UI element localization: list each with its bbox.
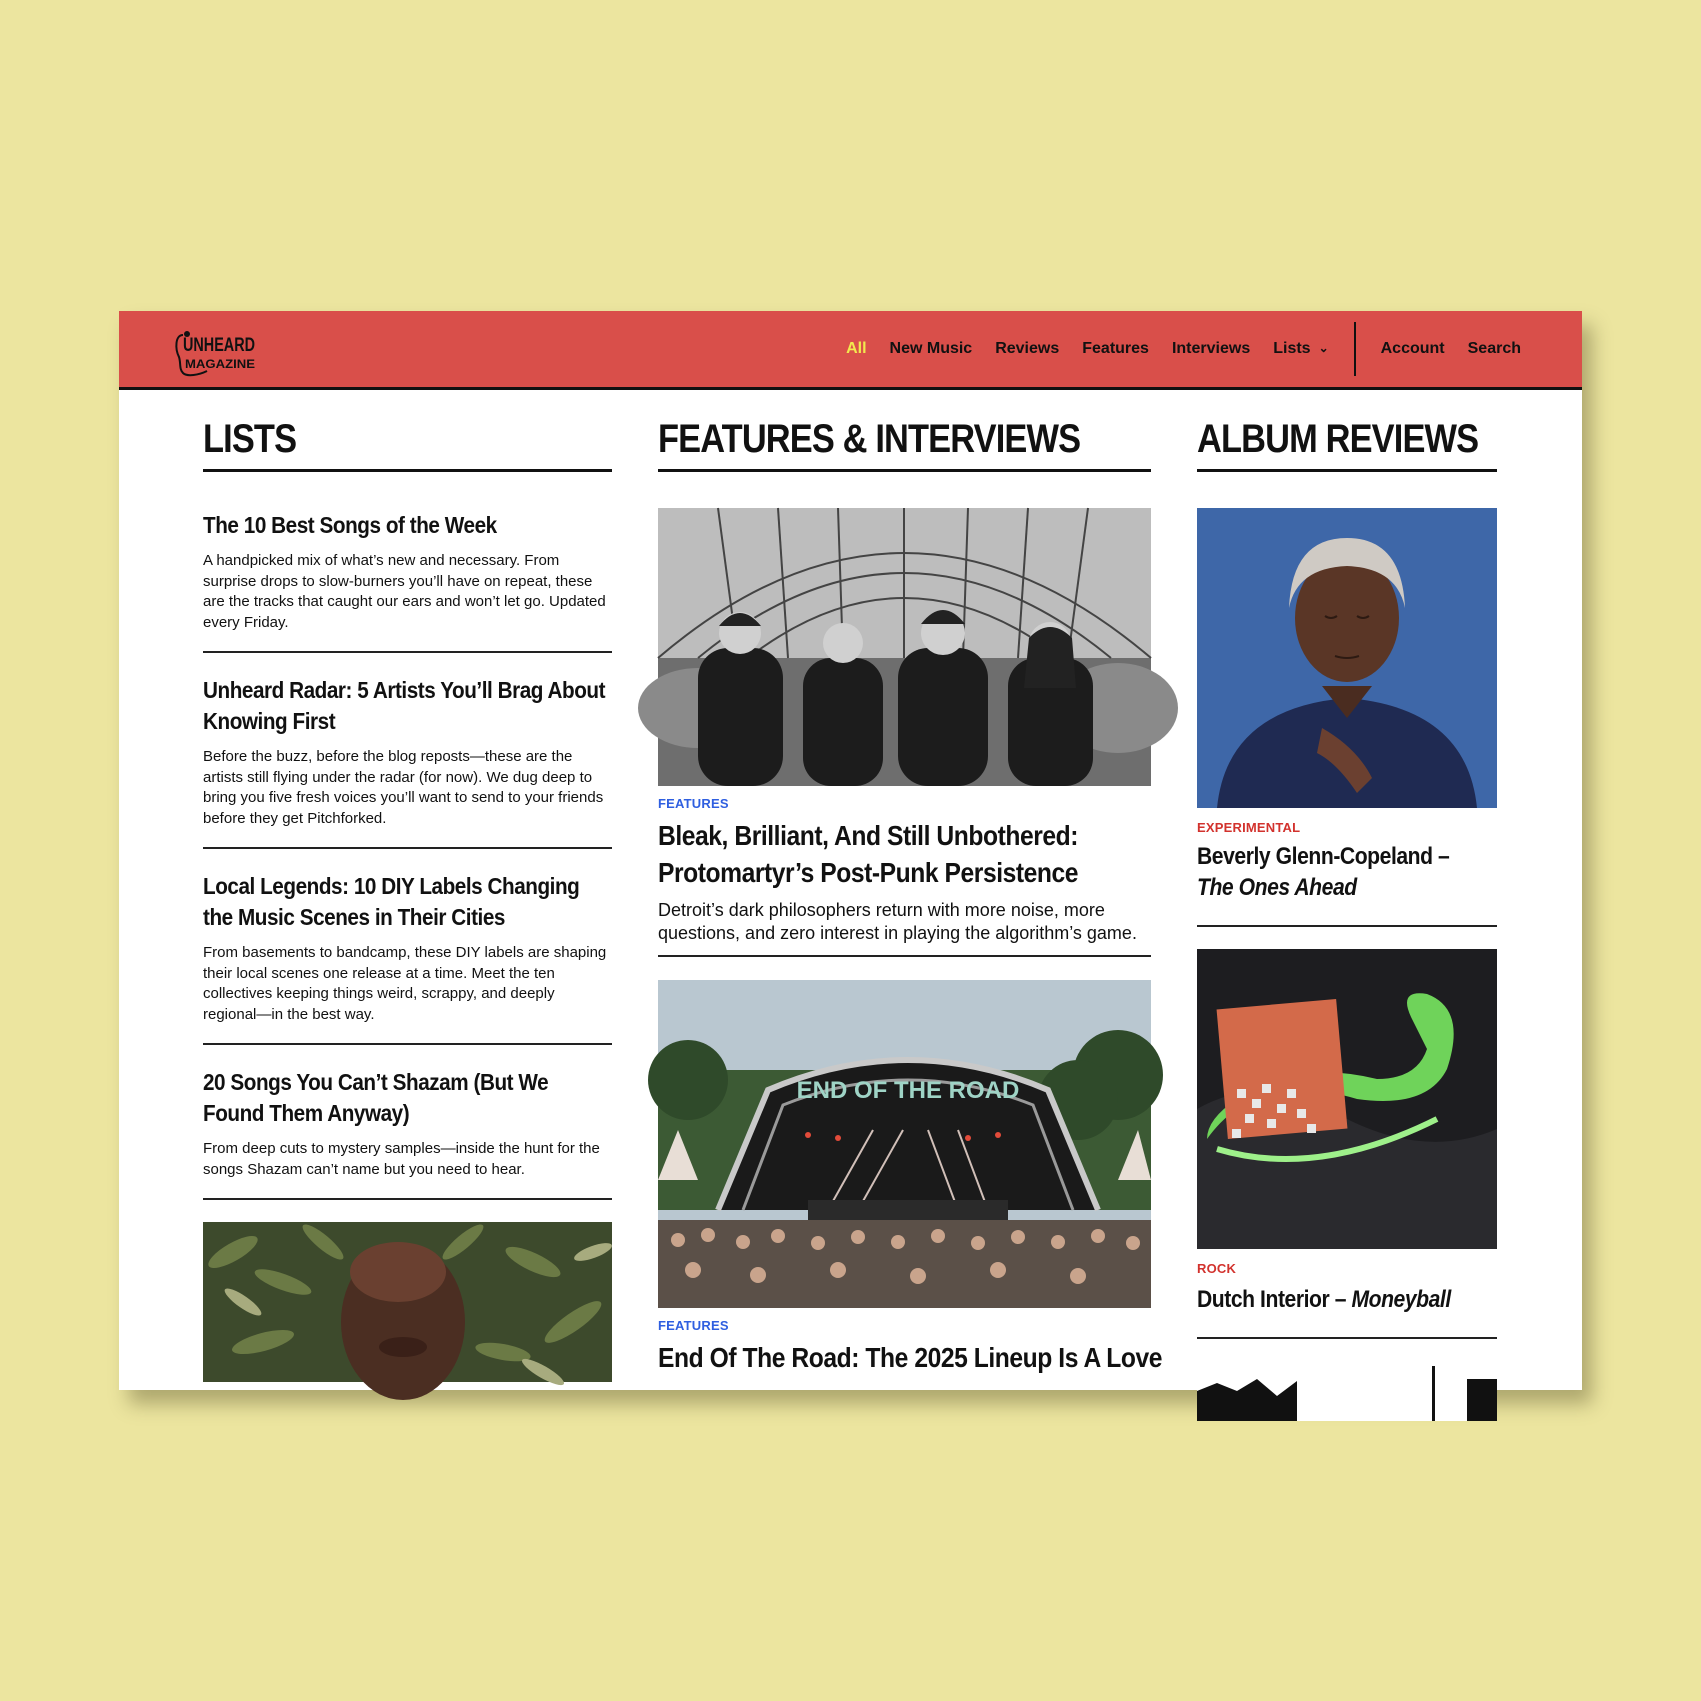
reviews-column xyxy=(1197,387,1497,1421)
review-album: Moneyball xyxy=(1351,1286,1451,1313)
list-item-title[interactable]: Unheard Radar: 5 Artists You’ll Brag About Knowing First xyxy=(203,677,606,734)
nav-interviews[interactable]: Interviews xyxy=(1171,340,1251,357)
list-item[interactable] xyxy=(203,653,612,849)
logo-mark xyxy=(169,321,259,379)
heading-rule xyxy=(658,469,1151,472)
album-cover[interactable] xyxy=(1197,1361,1497,1421)
list-item[interactable] xyxy=(203,472,612,653)
nav-account[interactable]: Account xyxy=(1380,340,1445,357)
list-item-title[interactable]: Local Legends: 10 DIY Labels Changing the Music Scenes in Their Cities xyxy=(203,873,580,930)
album-cover[interactable] xyxy=(1197,949,1497,1249)
feature-title[interactable]: Bleak, Brilliant, And Still Unbothered: Protomartyr’s Post-Punk Persistence xyxy=(658,820,1079,888)
list-item-title[interactable]: 20 Songs You Can’t Shazam (But We Found Them Anyway) xyxy=(203,1069,549,1126)
chevron-down-icon: ⌄ xyxy=(1318,341,1329,355)
main-nav xyxy=(846,311,1582,387)
review-title[interactable] xyxy=(1197,1284,1498,1315)
lists-heading: LISTS xyxy=(203,417,297,461)
album-cover[interactable] xyxy=(1197,508,1497,808)
stage-sign: END OF THE ROAD xyxy=(796,1077,1020,1104)
list-item-desc: A handpicked mix of what’s new and necessary. From surprise drops to slow-burners you’ll have on repeat, these are the tracks that caught our ears and won’t let go. Updated every Friday. xyxy=(203,552,606,631)
site-header xyxy=(119,311,1582,390)
nav-lists-dropdown[interactable] xyxy=(1273,340,1328,358)
divider xyxy=(1197,925,1497,927)
review-genre-tag[interactable]: EXPERIMENTAL xyxy=(1197,820,1301,835)
list-feature-image[interactable] xyxy=(203,1222,612,1382)
list-item-desc: From basements to bandcamp, these DIY labels are shaping their local scenes one release at a time. Meet the ten collectives keeping things weird, scrappy, and deeply regional—in the best way. xyxy=(203,944,607,1023)
nav-reviews[interactable]: Reviews xyxy=(995,340,1060,357)
svg-text:UNHEARD: UNHEARD xyxy=(183,335,255,356)
browser-page xyxy=(119,311,1582,1390)
feature-image-band[interactable] xyxy=(658,508,1151,786)
heading-rule xyxy=(1197,469,1497,472)
list-item-desc: Before the buzz, before the blog reposts—these are the artists still flying under the radar (for now). We dug deep to bring you five fresh voices you’ll want to send to your friends before they get Pitchforked. xyxy=(203,748,604,827)
review-album: The Ones Ahead xyxy=(1197,874,1357,901)
divider xyxy=(1197,1337,1497,1339)
feature-tag[interactable]: FEATURES xyxy=(658,1318,729,1333)
nav-new-music[interactable]: New Music xyxy=(889,340,973,357)
nav-features[interactable]: Features xyxy=(1082,340,1149,357)
features-column xyxy=(658,387,1163,1376)
list-item-desc: From deep cuts to mystery samples—inside the hunt for the songs Shazam can’t name but you need to hear. xyxy=(203,1140,600,1178)
reviews-heading: ALBUM REVIEWS xyxy=(1197,417,1479,461)
nav-divider xyxy=(1354,322,1356,376)
feature-title[interactable]: End Of The Road: The 2025 Lineup Is A Love xyxy=(658,1342,1163,1373)
review-artist: Beverly Glenn-Copeland – xyxy=(1197,843,1450,870)
feature-tag[interactable]: FEATURES xyxy=(658,796,729,811)
nav-search[interactable]: Search xyxy=(1467,340,1521,357)
svg-text:MAGAZINE: MAGAZINE xyxy=(185,357,255,371)
nav-lists-label: Lists xyxy=(1273,340,1311,357)
list-item[interactable] xyxy=(203,849,612,1045)
review-artist: Dutch Interior – xyxy=(1197,1286,1347,1313)
review-genre-tag[interactable]: ROCK xyxy=(1197,1261,1237,1276)
list-item[interactable] xyxy=(203,1045,612,1200)
feature-image-stage[interactable] xyxy=(658,980,1151,1308)
list-item-title[interactable]: The 10 Best Songs of the Week xyxy=(203,512,497,538)
nav-all[interactable]: All xyxy=(846,340,867,357)
review-title[interactable] xyxy=(1197,841,1498,903)
site-logo[interactable] xyxy=(169,321,259,379)
features-heading: FEATURES & INTERVIEWS xyxy=(658,417,1081,461)
divider xyxy=(658,955,1151,957)
feature-desc: Detroit’s dark philosophers return with more noise, more questions, and zero interest in playing the algorithm’s game. xyxy=(658,900,1137,943)
lists-column xyxy=(203,387,612,1382)
